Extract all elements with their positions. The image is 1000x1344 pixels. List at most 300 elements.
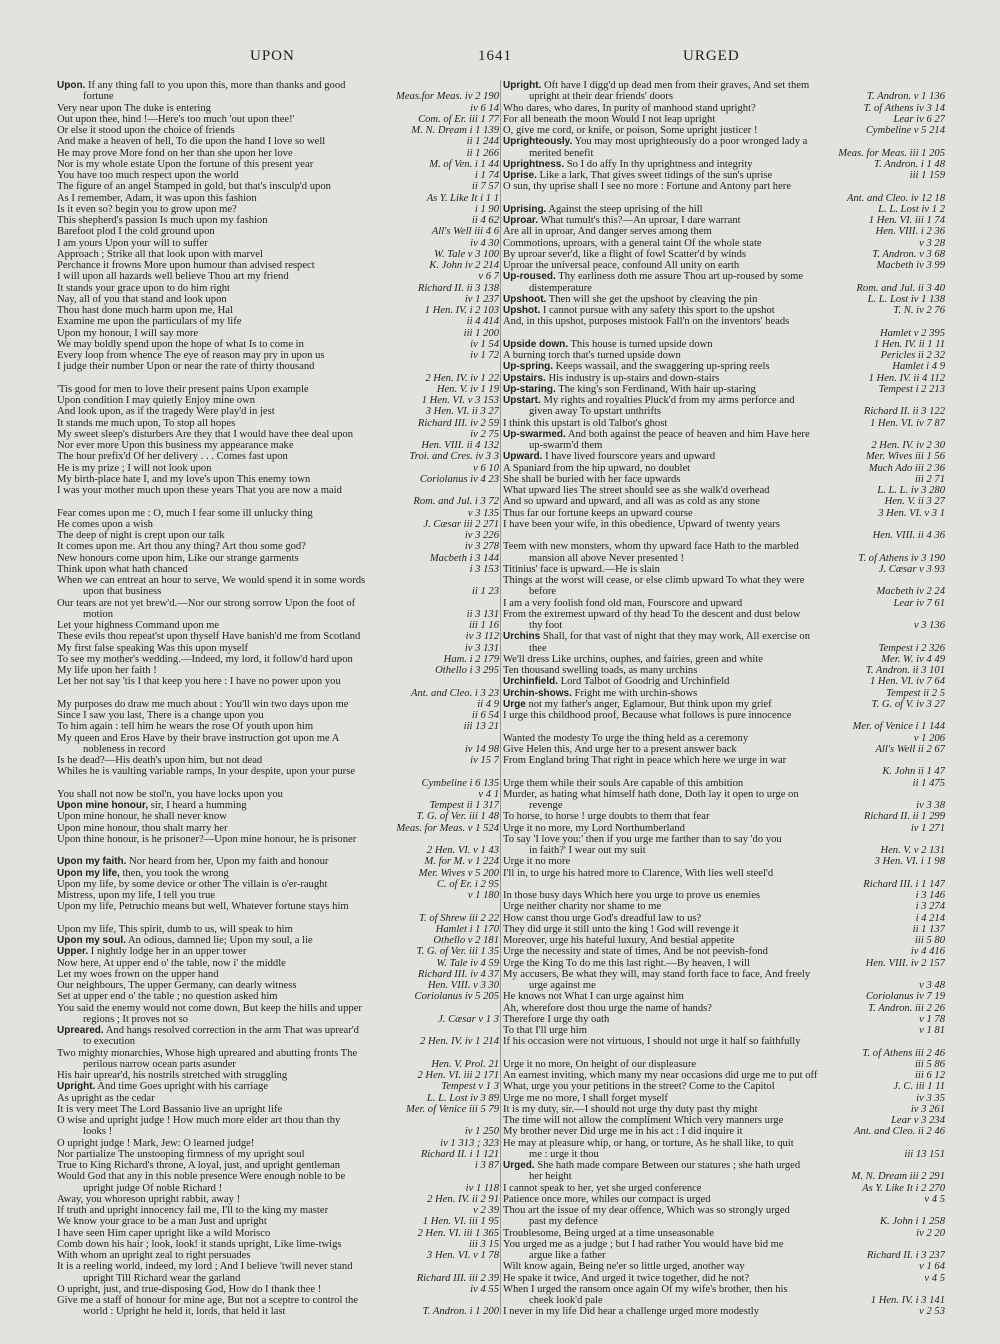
quotation: I will upon all hazards well believe Thou art my friend (57, 271, 289, 283)
citation-reference: iv 3 261 (910, 1103, 945, 1115)
quotation-text (503, 339, 868, 350)
quotation: A burning torch that's turned upside down (503, 350, 681, 361)
quotation: I was your mother much upon these years That you are now a maid (57, 485, 342, 496)
concordance-line (503, 1014, 945, 1025)
quotation-text (503, 620, 908, 631)
quotation: Urge it no more, On height of our displeasure (503, 1058, 697, 1070)
concordance-line (57, 620, 499, 631)
citation-reference: iii 5 86 (914, 1058, 945, 1070)
citation-reference: T. G. of V. iv 3 27 (871, 698, 945, 710)
headword: Urchin-shows. (503, 687, 572, 699)
concordance-line (57, 868, 499, 879)
concordance-line (57, 1194, 499, 1205)
headword: Upon my soul. (57, 935, 126, 946)
quotation: Nor partialize The unstooping firmness of my upright soul (57, 1148, 305, 1160)
citation-reference: Hen. VIII. ii 4 132 (421, 440, 499, 451)
quotation: Very near upon The duke is entering (57, 102, 211, 114)
quotation: His industry is up-stairs and down-stairs (545, 372, 720, 384)
concordance-line (57, 1306, 499, 1317)
concordance-line (57, 1261, 499, 1272)
quotation: motion (83, 608, 114, 620)
quotation: I think this upstart is old Talbot's ghost (503, 417, 668, 429)
headword: Urchins (503, 631, 541, 643)
concordance-line (503, 755, 945, 766)
citation-reference: 3 Hen. VI. v 1 78 (426, 1250, 499, 1261)
concordance-line (503, 271, 945, 282)
concordance-line (503, 226, 945, 237)
citation-reference: T. G. of Ver. iii 1 48 (416, 811, 499, 823)
citation-reference: Hen. V. Prol. 21 (431, 1058, 499, 1070)
citation-reference: iv 3 112 (465, 631, 499, 643)
concordance-line (503, 1216, 945, 1227)
quotation: You urged me as a judge ; but I had rather You would have bid me (503, 1238, 784, 1250)
concordance-line (57, 564, 499, 575)
concordance-line (503, 1081, 945, 1092)
concordance-line (503, 508, 945, 519)
quotation-text (503, 958, 860, 969)
citation-reference: Cymbeline i 6 135 (421, 777, 499, 789)
concordance-line (57, 271, 499, 282)
citation-reference: i 4 214 (915, 912, 945, 924)
quotation-text (503, 1261, 913, 1272)
quotation-text (503, 1025, 913, 1036)
quotation: I am yours Upon your will to suffer (57, 237, 208, 249)
concordance-line (503, 598, 945, 609)
concordance-line (503, 800, 945, 811)
concordance-line (503, 406, 945, 417)
quotation-text (503, 541, 945, 552)
concordance-line (57, 193, 499, 204)
quotation: New honours come upon him, Like our strange garments (57, 552, 299, 564)
concordance-line (57, 1093, 499, 1104)
quotation-text (57, 800, 424, 811)
quotation-text (57, 856, 419, 867)
quotation: I cannot pursue with any safety this sport to the upshot (540, 305, 775, 316)
quotation: then, you took the wrong (119, 867, 229, 879)
quotation-text (503, 316, 945, 327)
concordance-line (503, 238, 945, 249)
headword: Uproar. (503, 215, 539, 226)
quotation-text (503, 1183, 856, 1194)
concordance-line (57, 1059, 499, 1070)
citation-reference: 1 Hen. IV. i 2 103 (424, 305, 499, 316)
quotation: You have too much respect upon the world (57, 170, 239, 181)
citation-reference: C. of Er. i 2 95 (436, 878, 499, 890)
headword: Upstairs. (503, 372, 546, 384)
quotation-text (503, 688, 880, 699)
quotation-text (57, 474, 414, 485)
quotation: Therefore I urge thy oath (503, 1013, 610, 1025)
quotation-text (57, 395, 416, 406)
citation-reference: Meas. for Meas. v 1 524 (396, 822, 499, 834)
citation-reference: Macbeth iv 3 99 (876, 260, 945, 271)
citation-reference: iv 6 14 (470, 102, 499, 114)
citation-reference: T. Andron. v 1 136 (866, 91, 945, 103)
quotation-text (503, 744, 869, 755)
quotation-text (57, 1104, 400, 1115)
quotation: Let her not say 'tis I that keep you here : I have no power upon you (57, 676, 341, 688)
quotation: Is it even so? begin you to grow upon me? (57, 203, 237, 215)
quotation: I have seen Him caper upright like a wild Morisco (57, 1227, 271, 1239)
citation-reference: iv 3 35 (916, 1092, 945, 1104)
quotation: Then will she get the upshoot by cleaving the pin (546, 293, 758, 305)
quotation: My sweet sleep's disturbers Are they that I would have thee deal upon (57, 428, 354, 440)
quotation: It is a reeling world, indeed, my lord ; And I believe 'twill never stand (57, 1261, 353, 1273)
citation-reference: Coriolanus iv 5 205 (414, 991, 499, 1003)
quotation: up-swarm'd them (529, 440, 603, 451)
quotation-text (503, 609, 945, 620)
headword: Upshoot. (503, 293, 547, 305)
quotation-text (57, 1025, 499, 1036)
concordance-line (503, 316, 945, 327)
concordance-line (57, 181, 499, 192)
citation-reference: W. Tale v 3 100 (434, 248, 499, 260)
citation-reference: Hen. VIII. iv 2 157 (865, 957, 945, 969)
concordance-line (57, 733, 499, 744)
quotation-text (503, 1115, 885, 1126)
headword: Uprise. (503, 170, 537, 181)
citation-reference: v 2 53 (919, 1306, 945, 1318)
citation-reference: iv 1 72 (470, 350, 499, 361)
quotation-text (57, 181, 466, 192)
quotation-text (57, 1250, 421, 1261)
headword: Uprising. (503, 203, 547, 215)
concordance-line (503, 688, 945, 699)
quotation: Upon my life, by some device or other The villain is o'er-raught (57, 878, 328, 890)
concordance-line (57, 1104, 499, 1115)
concordance-line (503, 170, 945, 181)
concordance-line (57, 125, 499, 136)
concordance-line (57, 811, 499, 822)
quotation-text (503, 665, 860, 676)
citation-reference: 1 Hen. VI. v 3 153 (421, 395, 499, 406)
quotation-text (57, 485, 499, 496)
concordance-line (57, 226, 499, 237)
headword: Upright. (503, 80, 542, 91)
citation-reference: iv 1 313 ; 323 (440, 1137, 499, 1149)
citation-reference: iv 1 54 (470, 338, 499, 350)
quotation: I have been your wife, in this obedience, Upward of twenty years (503, 518, 780, 530)
quotation-text (57, 406, 420, 417)
concordance-line (503, 1093, 945, 1104)
quotation-text (503, 868, 945, 879)
quotation-text (57, 991, 409, 1002)
quotation-text (57, 1059, 425, 1070)
quotation: Barefoot plod I the cold ground upon (57, 226, 215, 238)
concordance-line (503, 980, 945, 991)
quotation-text (57, 890, 462, 901)
quotation: With whom an upright zeal to right persuades (57, 1250, 251, 1261)
quotation-text (503, 901, 910, 912)
quotation: She hath made compare Between our statures ; she hath urged (534, 1160, 801, 1171)
quotation: From England bring That right in peace which here we urge in war (503, 755, 787, 766)
concordance-line (503, 1160, 945, 1171)
concordance-line (503, 586, 945, 597)
quotation: I cannot speak to her, yet she urged conference (503, 1182, 702, 1194)
quotation: True to King Richard's throne, A loyal, just, and upright gentleman (57, 1160, 341, 1171)
quotation: her height (529, 1171, 572, 1183)
citation-reference: 3 Hen. VI. v 3 1 (878, 507, 945, 519)
quotation-text (503, 1194, 918, 1205)
citation-reference: 2 Hen. VI. v 1 43 (426, 845, 499, 856)
quotation: He may at pleasure whip, or hang, or torture, As he shall like, to quit (503, 1137, 794, 1149)
concordance-line (57, 1284, 499, 1295)
citation-reference: M. for M. v 1 224 (424, 856, 499, 868)
quotation-text (57, 879, 431, 890)
quotation: Like a lark, That gives sweet tidings of the sun's uprise (536, 170, 773, 181)
quotation-text (57, 789, 472, 800)
citation-reference: T. of Athens iv 3 190 (858, 552, 945, 564)
quotation: Urge them while their souls Are capable of this ambition (503, 777, 744, 789)
quotation-text (503, 1036, 945, 1047)
concordance-line (503, 699, 945, 710)
quotation-text (57, 260, 423, 271)
quotation: Upon mine honour, he shall never know (57, 811, 227, 823)
citation-reference: v 3 135 (467, 507, 499, 519)
concordance-line (503, 181, 945, 192)
quotation: My life upon her faith ! (57, 665, 157, 676)
concordance-line (503, 91, 945, 102)
quotation: When I urged the ransom once again Of my wife's brother, then his (503, 1283, 788, 1295)
quotation: Our neighbours, The upper Germany, can dearly witness (57, 980, 297, 991)
quotation: Moreover, urge his hateful luxury, And bestial appetite (503, 935, 735, 946)
quotation-text (57, 901, 499, 912)
concordance-line (57, 991, 499, 1002)
quotation-text (57, 1014, 432, 1025)
concordance-line (503, 946, 945, 957)
citation-reference: Richard II. i 3 237 (866, 1250, 945, 1261)
quotation: I nightly lodge her in an upper tower (88, 946, 247, 958)
citation-reference: v 4 1 (478, 788, 499, 800)
quotation: Is he dead?—His death's upon him, but not dead (57, 755, 263, 766)
quotation: Fright me with urchin-shows (571, 687, 698, 699)
citation-reference: iv 3 226 (464, 530, 499, 541)
quotation-text (503, 1149, 898, 1160)
quotation: Set at upper end o' the table ; no question asked him (57, 991, 278, 1003)
concordance-line (57, 440, 499, 451)
citation-reference: Hamlet i 4 9 (892, 361, 945, 373)
headword: Uprightness. (503, 158, 565, 170)
quotation: She shall be buried with her face upwards (503, 473, 681, 485)
headword: Upward. (503, 451, 543, 463)
quotation-text (57, 1171, 499, 1182)
concordance-line (503, 541, 945, 552)
quotation-text (57, 541, 459, 552)
quotation: Shall, for that vast of night that they may work, All exercise on (540, 631, 811, 643)
quotation-text (503, 204, 872, 215)
quotation: And, in this upshot, purposes mistook Fall'n on the inventors' heads (503, 316, 790, 328)
citation-reference: iv 4 416 (910, 946, 945, 958)
citation-reference: iii 6 12 (914, 1070, 945, 1081)
quotation: If truth and upright innocency fail me, I'll to the king my master (57, 1205, 329, 1216)
citation-reference: Othello i 3 295 (435, 665, 499, 676)
concordance-line (503, 1126, 945, 1137)
quotation-text (503, 811, 858, 822)
citation-reference: Hen. VIII. ii 4 36 (872, 530, 945, 541)
concordance-line (503, 305, 945, 316)
quotation-text (503, 1081, 887, 1092)
citation-reference: L. L. Lost iv 1 2 (878, 203, 945, 215)
citation-reference: T. of Athens iii 2 46 (862, 1047, 945, 1059)
citation-reference: Lear v 3 234 (891, 1115, 945, 1126)
citation-reference: Ant. and Cleo. iv 12 18 (847, 192, 945, 204)
concordance-line (503, 1183, 945, 1194)
citation-reference: Hen. VIII. i 2 36 (875, 226, 945, 238)
citation-reference: Much Ado iii 2 36 (868, 462, 945, 474)
concordance-line (57, 215, 499, 226)
quotation-text (503, 1104, 905, 1115)
headword: Uprighteously. (503, 136, 573, 148)
citation-reference: As Y. Like It i 1 1 (426, 192, 499, 204)
concordance-line (503, 620, 945, 631)
quotation-text (57, 103, 464, 114)
right-column (503, 80, 945, 1330)
quotation: They did urge it still unto the king ! God will revenge it (503, 923, 739, 935)
concordance-line (57, 1003, 499, 1014)
concordance-line (57, 1295, 499, 1306)
concordance-line (57, 901, 499, 912)
quotation: to execution (83, 1036, 136, 1048)
quotation: Whiles he is vaulting variable ramps, In your despite, upon your purse (57, 766, 356, 778)
quotation-text (57, 1239, 463, 1250)
concordance-line (57, 969, 499, 980)
citation-reference: v 3 28 (919, 237, 945, 249)
quotation: upright judge Of noble Richard ! (83, 1182, 223, 1194)
citation-reference: T. Andron. v 3 68 (872, 248, 945, 260)
concordance-line (503, 1261, 945, 1272)
concordance-line (503, 564, 945, 575)
quotation-text (503, 136, 945, 147)
citation-reference: Meas.for Meas. iv 2 190 (396, 91, 499, 103)
quotation: Thou art the issue of my dear offence, Which was so strongly urged (503, 1205, 790, 1216)
quotation-text (57, 553, 424, 564)
concordance-line (57, 238, 499, 249)
citation-reference: iv 15 7 (470, 755, 499, 766)
citation-reference: iv 3 131 (464, 642, 499, 654)
quotation-text (503, 294, 862, 305)
citation-reference: Mer. of Venice iii 5 79 (406, 1103, 499, 1115)
concordance-line (57, 744, 499, 755)
quotation-text (57, 463, 467, 474)
concordance-line (57, 451, 499, 462)
citation-reference: All's Well iii 4 6 (431, 226, 499, 238)
quotation-text (503, 418, 864, 429)
quotation: We may boldly spend upon the hope of what Is to come in (57, 338, 304, 350)
citation-reference: iv 4 55 (470, 1283, 499, 1295)
quotation: From the extremest upward of thy head To the descent and dust below (503, 608, 801, 620)
quotation: Upon my life, Petruchio means but well, Whatever fortune stays him (57, 901, 349, 913)
quotation: upright at their dear friends' doors (529, 91, 673, 103)
concordance-line (503, 350, 945, 361)
citation-reference: Richard III. iv 2 59 (417, 417, 499, 429)
quotation-text (503, 283, 850, 294)
concordance-line (503, 654, 945, 665)
citation-reference: iii 5 80 (914, 935, 945, 946)
quotation: Two mighty monarchies, Whose high upreared and abutting fronts The (57, 1047, 358, 1059)
quotation-text (57, 328, 458, 339)
concordance-line (57, 1081, 499, 1092)
concordance-line (503, 193, 945, 204)
quotation: And so upward and upward, and all was as cold as any stone (503, 496, 760, 508)
quotation: Are all in uproar, And danger serves among them (503, 226, 712, 238)
citation-reference: L. L. Lost iv 1 138 (867, 293, 945, 305)
concordance-line (57, 1126, 499, 1137)
citation-reference: Coriolanus iv 4 23 (419, 473, 499, 485)
headword: Upside down. (503, 338, 568, 350)
header-left-word: UPON (250, 48, 295, 64)
citation-reference: iv 4 30 (470, 237, 499, 249)
citation-reference: Troi. and Cres. iv 3 3 (409, 451, 499, 463)
quotation-text (503, 890, 910, 901)
concordance-line (503, 485, 945, 496)
quotation: Let your highness Command upon me (57, 620, 220, 631)
citation-reference: Hamlet v 2 395 (879, 327, 945, 339)
quotation-text (57, 305, 419, 316)
quotation: Urge me no more, I shall forget myself (503, 1092, 668, 1104)
quotation: Patience once more, whiles our compact is urged (503, 1193, 711, 1205)
quotation-text (57, 744, 459, 755)
quotation-text (57, 586, 466, 597)
quotation: So I do affy In thy uprightness and integrity (564, 158, 753, 170)
quotation: 'Tis good for men to love their present pains Upon example (57, 383, 309, 395)
headword: Upper. (57, 946, 89, 958)
quotation-text (503, 238, 913, 249)
concordance-line (57, 1205, 499, 1216)
quotation: You shall not now be stol'n, you have locks upon you (57, 788, 283, 800)
quotation-text (57, 350, 464, 361)
quotation: He comes upon a wish (57, 518, 153, 530)
concordance-line (503, 733, 945, 744)
concordance-line (503, 721, 945, 732)
quotation-text (57, 631, 460, 642)
concordance-line (503, 1003, 945, 1014)
citation-reference: Meas. for Meas. iii 1 205 (838, 147, 945, 159)
quotation: distemperature (529, 282, 592, 294)
citation-reference: Mer. of Venice i 1 144 (852, 721, 945, 733)
citation-reference: Richard II. ii 3 138 (417, 282, 499, 294)
quotation-text (57, 1115, 499, 1126)
quotation-text (57, 620, 463, 631)
citation-reference: Richard III. iii 2 39 (416, 1272, 499, 1284)
concordance-line (503, 80, 945, 91)
quotation: I never in my life Did hear a challenge urged more modestly (503, 1306, 760, 1318)
quotation-text (503, 586, 870, 597)
quotation-text (57, 766, 499, 777)
citation-reference: 1 Hen. IV. i 3 141 (870, 1295, 945, 1306)
quotation-text (503, 103, 858, 114)
quotation-text (57, 508, 462, 519)
concordance-line (57, 373, 499, 384)
citation-reference: iii 2 71 (914, 473, 945, 485)
quotation-text (503, 778, 907, 789)
concordance-line (57, 598, 499, 609)
citation-reference: J. C. iii 1 11 (893, 1081, 945, 1093)
citation-reference: iv 1 250 (464, 1126, 499, 1138)
concordance-line (57, 823, 499, 834)
concordance-line (57, 1138, 499, 1149)
concordance-line (503, 811, 945, 822)
citation-reference: v 6 7 (478, 271, 499, 283)
concordance-line (503, 1250, 945, 1261)
concordance-line (503, 1273, 945, 1284)
quotation: Approach ; Strike all that look upon with marvel (57, 248, 263, 260)
quotation: We'll dress Like urchins, ouphes, and fairies, green and white (503, 653, 763, 665)
concordance-line (503, 710, 945, 721)
quotation-text (503, 1273, 918, 1284)
quotation: Give me a staff of honour for mine age, But not a sceptre to control the (57, 1295, 359, 1306)
quotation: My brother never Did urge me in his act : I did inquire it (503, 1126, 743, 1138)
citation-reference: iii 1 16 (468, 620, 499, 631)
